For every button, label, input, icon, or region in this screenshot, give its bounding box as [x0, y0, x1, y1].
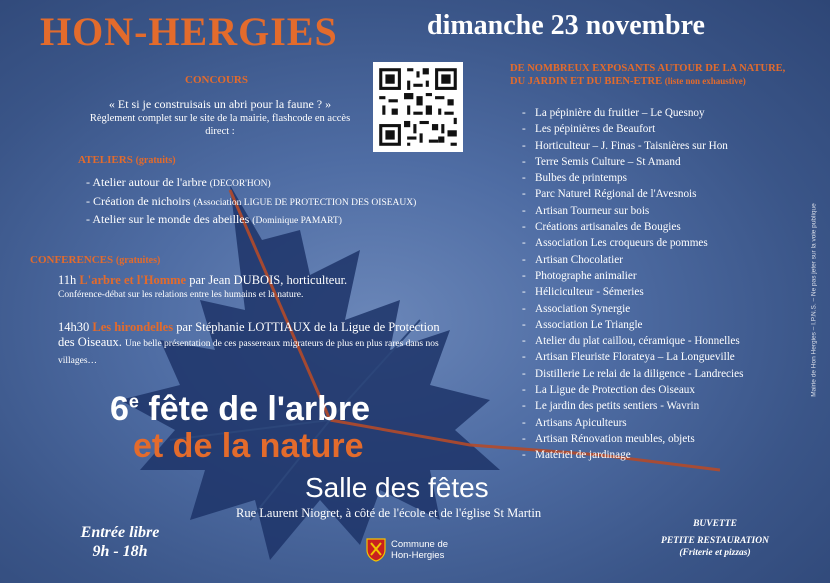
exposants-title-label: DE NOMBREUX EXPOSANTS AUTOUR DE LA NATURE, DU JARDIN ET DU BIEN-ETRE	[510, 63, 786, 87]
list-item: - Terre Semis Culture – St Amand	[522, 154, 743, 170]
list-item: - Artisans Apiculteurs	[522, 415, 743, 431]
edition-number: 6	[110, 390, 129, 428]
list-item: - Atelier du plat caillou, céramique - Honnelles	[522, 333, 743, 349]
list-item: - Artisan Fleuriste Florateya – La Longueville	[522, 349, 743, 365]
list-item: - La Ligue de Protection des Oiseaux	[522, 382, 743, 398]
ateliers-list	[86, 174, 416, 230]
ateliers-title-label: ATELIERS	[78, 154, 133, 166]
list-item	[86, 211, 416, 230]
buvette-title: BUVETTE	[693, 519, 737, 529]
coat-of-arms-icon	[366, 538, 386, 562]
event-date: dimanche 23 novembre	[427, 10, 705, 41]
atelier-label: Atelier autour de l'arbre	[92, 175, 207, 189]
commune-logo	[366, 538, 448, 562]
list-item: - Association Le Triangle	[522, 317, 743, 333]
commune-line2: Hon-Hergies	[391, 550, 445, 561]
list-item: - Photographe animalier	[522, 268, 743, 284]
commune-line1: Commune de	[391, 539, 449, 550]
event-title-line1	[110, 390, 370, 429]
qr-code-icon	[373, 62, 463, 152]
exposants-title	[510, 63, 800, 88]
venue-name: Salle des fêtes	[305, 472, 489, 503]
conference-1-description: Conférence-débat sur les relations entre les humains et la nature.	[58, 290, 304, 300]
list-item: - Créations artisanales de Bougies	[522, 219, 743, 235]
entry-hours: 9h - 18h	[92, 543, 148, 560]
conference-1	[58, 273, 347, 288]
list-item: - Matériel de jardinage	[522, 447, 743, 463]
list-item: - Association Les croqueurs de pommes	[522, 235, 743, 251]
conference-2-description: Une belle présentation de ces passereaux migrateurs de plus en plus rares dans nos villages…	[58, 339, 439, 366]
list-item: - Horticulteur – J. Finas - Taisnières sur Hon	[522, 138, 743, 154]
exposants-list	[522, 105, 743, 464]
list-item: - Bulbes de printemps	[522, 170, 743, 186]
list-item: - Héliciculteur - Sémeries	[522, 284, 743, 300]
list-item: - Distillerie Le relai de la diligence - Landrecies	[522, 366, 743, 382]
atelier-sub: (Dominique PAMART)	[252, 216, 342, 226]
list-item: - Parc Naturel Régional de l'Avesnois	[522, 186, 743, 202]
exposants-note: (liste non exhaustive)	[664, 76, 746, 86]
list-item	[86, 193, 416, 212]
buvette-restauration: PETITE RESTAURATION	[661, 535, 769, 546]
conference-2	[58, 320, 458, 369]
list-item: - Le jardin des petits sentiers - Wavrin	[522, 398, 743, 414]
event-title-text: fête de l'arbre	[148, 390, 371, 428]
ateliers-title	[78, 154, 176, 166]
conference-1-time: 11h	[58, 273, 77, 287]
list-item: - Artisan Rénovation meubles, objets	[522, 431, 743, 447]
conferences-title-label: CONFERENCES	[30, 254, 114, 266]
commune-name	[391, 539, 448, 561]
list-item	[86, 174, 416, 193]
conference-1-title: L'arbre et l'Homme	[79, 273, 187, 287]
concours-rules: Règlement complet sur le site de la mairie, flashcode en accès direct :	[89, 113, 351, 137]
legal-side-note: Mairie de Hon Hergies – I.P.N.S. – Ne pas jeter sur la voie publique	[810, 203, 818, 397]
list-item: - Association Synergie	[522, 301, 743, 317]
venue-address: Rue Laurent Niogret, à côté de l'école et de l'église St Martin	[236, 506, 542, 520]
concours-question: « Et si je construisais un abri pour la faune ? »	[108, 97, 332, 111]
ateliers-note: (gratuits)	[135, 155, 176, 166]
atelier-label: Atelier sur le monde des abeilles	[92, 212, 250, 226]
list-item: - Artisan Tourneur sur bois	[522, 203, 743, 219]
event-title-line2: et de la nature	[133, 427, 364, 465]
atelier-sub: (Association LIGUE DE PROTECTION DES OISEAUX)	[193, 197, 417, 208]
atelier-label: Création de nichoirs	[93, 193, 191, 208]
conference-2-time: 14h30	[58, 320, 90, 334]
town-title: HON-HERGIES	[40, 9, 338, 54]
buvette-info	[640, 518, 790, 560]
list-item: - Les pépinières de Beaufort	[522, 121, 743, 137]
list-item: - Artisan Chocolatier	[522, 252, 743, 268]
conference-2-title: Les hirondelles	[92, 320, 174, 334]
qr-code[interactable]	[373, 62, 463, 152]
conference-2-speaker: par Stéphanie LOTTIAUX de la Ligue de Protection des Oiseaux.	[58, 320, 440, 349]
list-item: - La pépinière du fruitier – Le Quesnoy	[522, 105, 743, 121]
concours-title: CONCOURS	[185, 74, 248, 86]
entry-free: Entrée libre	[80, 524, 160, 541]
conferences-note: (gratuites)	[115, 255, 161, 266]
conference-1-speaker: par Jean DUBOIS, horticulteur.	[189, 273, 348, 287]
atelier-sub: (DECOR'HON)	[209, 179, 271, 189]
entry-info	[60, 523, 180, 561]
buvette-menu: (Friterie et pizzas)	[679, 548, 751, 558]
edition-suffix: e	[128, 391, 139, 412]
conferences-title	[30, 254, 160, 266]
